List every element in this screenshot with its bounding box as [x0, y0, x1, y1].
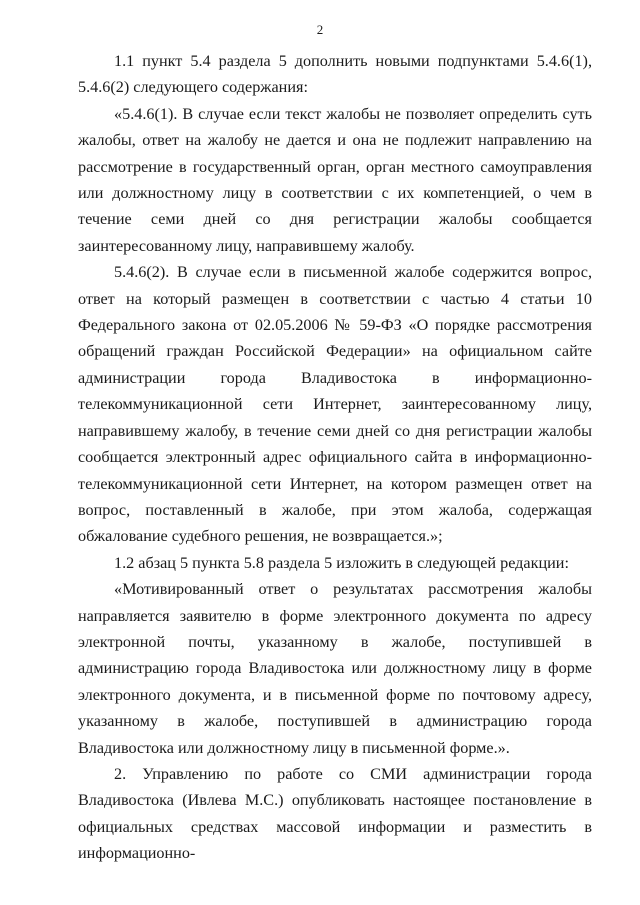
document-body: [78, 48, 592, 867]
page-number: 2: [316, 22, 324, 37]
paragraph-motivated-answer: «Мотивированный ответ о результатах рассмотрения жалобы направляется заявителю в форме электронного документа по адресу электронной почты, указанному в жалобе, поступившей в администрацию города Владивостока или должностному лицу в форме электронного документа, и в письменной форме по почтовому адресу, указанному в жалобе, поступившей в администрацию города Владивостока или должностному лицу в письменной форме.».: [78, 580, 592, 757]
paragraph-1-2: 1.2 абзац 5 пункта 5.8 раздела 5 изложить в следующей редакции:: [114, 553, 569, 572]
paragraph-5-4-6-2: 5.4.6(2). В случае если в письменной жалобе содержится вопрос, ответ на который размещен в соответствии с частью 4 статьи 10 Федерального закона от 02.05.2006 № 59-ФЗ «О порядке рассмотрения обращений граждан Российской Федерации» на официальном сайте администрации города Владивостока в информационно-телекоммуникационной сети Интернет, заинтересованному лицу, направившему жалобу, в течение семи дней со дня регистрации жалобы сообщается электронный адрес официального сайта в информационно-телекоммуникационной сети Интернет, на котором размещен ответ на вопрос, поставленный в жалобе, при этом жалоба, содержащая обжалование судебного решения, не возвращается.»;: [78, 263, 592, 546]
paragraph-5-4-6-1: «5.4.6(1). В случае если текст жалобы не позволяет определить суть жалобы, ответ на жалобу не дается и она не подлежит направлению на рассмотрение в государственный орган, орган местного самоуправления или должностному лицу в соответствии с их компетенцией, о чем в течение семи дней со дня регистрации жалобы сообщается заинтересованному лицу, направившему жалобу.: [78, 104, 592, 255]
paragraph-1-1: 1.1 пункт 5.4 раздела 5 дополнить новыми подпунктами 5.4.6(1), 5.4.6(2) следующего содержания:: [78, 52, 592, 97]
paragraph-2: 2. Управлению по работе со СМИ администрации города Владивостока (Ивлева М.С.) опубликовать настоящее постановление в официальных средствах массовой информации и разместить в информационно-: [78, 764, 592, 863]
